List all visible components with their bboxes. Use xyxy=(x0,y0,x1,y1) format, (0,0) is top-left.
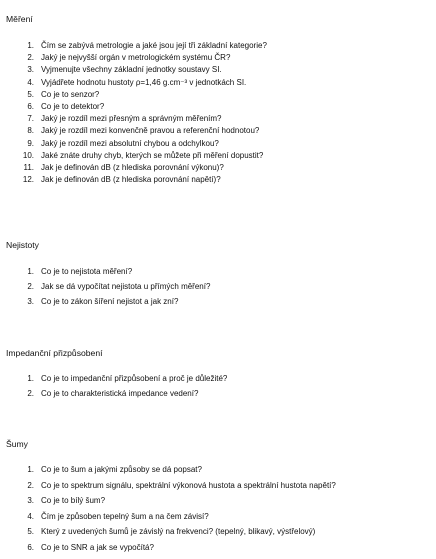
heading-impedancni-prizpusobeni: Impedanční přizpůsobení xyxy=(6,348,103,358)
heading-sumy: Šumy xyxy=(6,439,28,449)
heading-nejistoty: Nejistoty xyxy=(6,240,39,250)
heading-mereni: Měření xyxy=(6,14,33,24)
